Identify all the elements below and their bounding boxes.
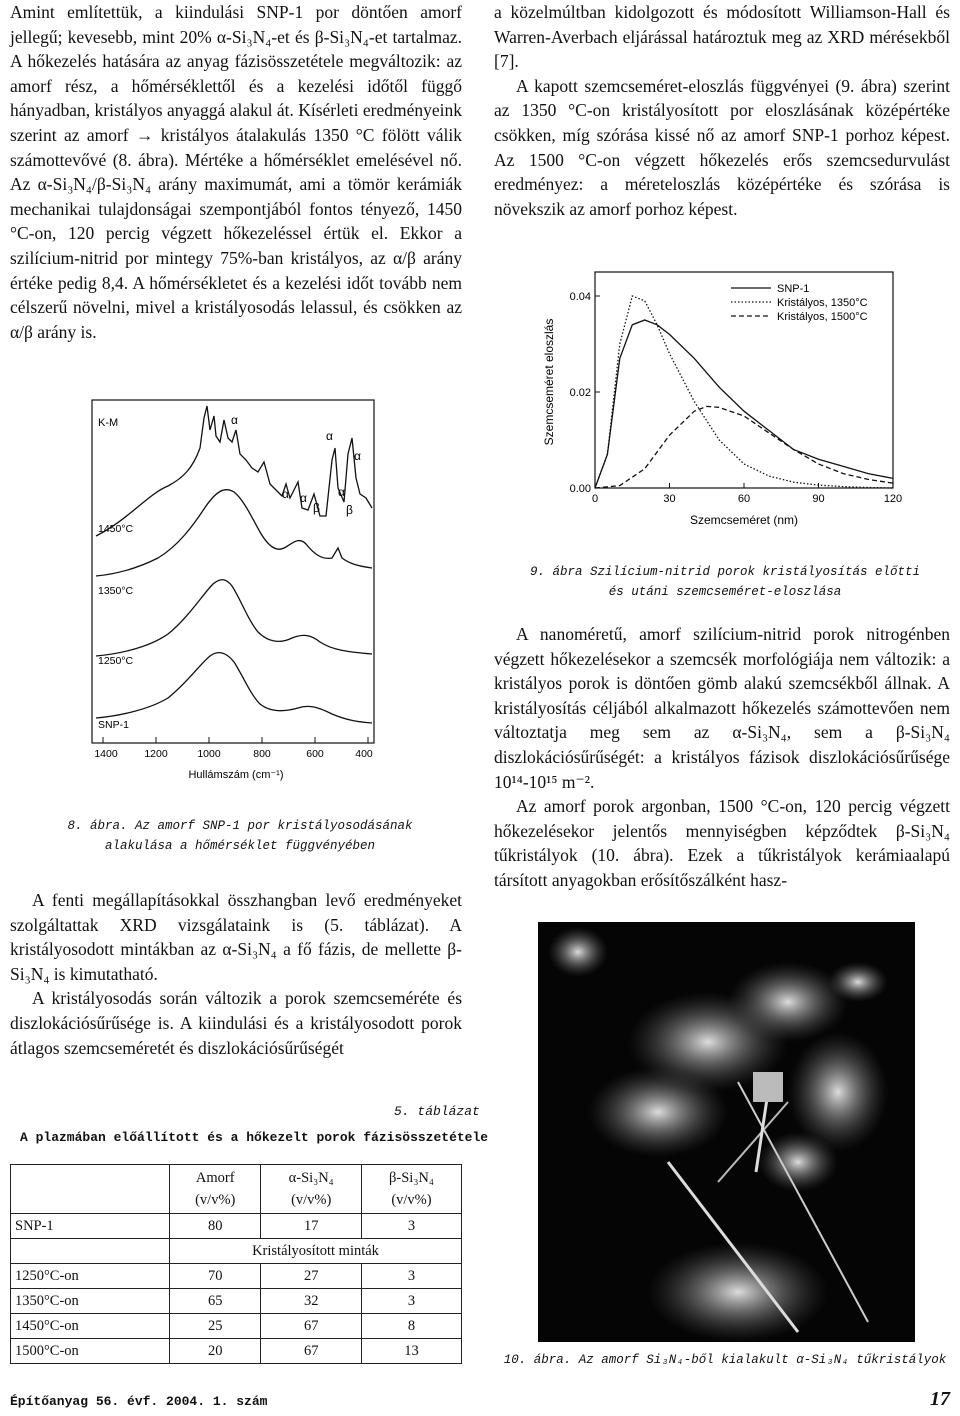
row-label: 1250°C-on — [11, 1264, 170, 1289]
table-title: A plazmában előállított és a hőkezelt porok fázisösszetétele — [20, 1130, 489, 1145]
table-cell — [11, 1239, 170, 1264]
x-tick-label: 1400 — [94, 748, 118, 760]
paragraph: a közelmúltban kidolgozott és módosított Williamson-Hall és Warren-Averbach eljárással határoztuk meg az XRD mérésekből [7]. — [494, 2, 950, 72]
figure-10-photo — [538, 922, 915, 1342]
x-axis-label: Hullámszám (cm⁻¹) — [188, 769, 284, 781]
figure-10-caption: 10. ábra. Az amorf Si₃N₄-ből kialakult α-Si₃N₄ tűkristályok — [503, 1353, 947, 1367]
peak-label: β — [313, 501, 320, 515]
peak-label: α — [326, 429, 333, 443]
table-row — [11, 1264, 462, 1289]
paragraph: A nanoméretű, amorf szilícium-nitrid porok nitrogénben végzett hőkezelésekor a szemcsék morfológiája nem változik: a kristályos porok is döntően gömb alakú szemcsékből állnak. A kristályosítás céljából alkalmazott hőkezelés számottevően nem változtatja meg sem az α-Si₃N₄, sem a β-Si₃N₄ diszlokációsűrűségét: a kristályos fázisok diszlokációsűrűsége 10¹⁴-10¹⁵ m⁻². — [494, 624, 950, 792]
table-number: 5. táblázat — [394, 1104, 480, 1119]
row-label: 1450°C-on — [11, 1314, 170, 1339]
header-line: β-Si₃N₄ — [389, 1170, 434, 1186]
figure-8-ir-spectra — [88, 398, 388, 786]
table-cell: 8 — [361, 1314, 461, 1339]
table-cell: 3 — [361, 1289, 461, 1314]
x-tick-label: 1200 — [144, 748, 168, 760]
km-label: K-M — [98, 417, 119, 429]
table-cell: 25 — [170, 1314, 261, 1339]
peak-label: α — [338, 485, 345, 499]
legend-label: SNP-1 — [777, 283, 810, 295]
table-cell: 3 — [361, 1264, 461, 1289]
table-header-cell — [361, 1165, 461, 1214]
spectrum-1250 — [96, 580, 372, 656]
page-number: 17 — [930, 1388, 950, 1410]
table-cell: 27 — [261, 1264, 361, 1289]
y-tick-label: 0.00 — [569, 483, 591, 495]
series-line — [595, 406, 893, 488]
curve-label-1250: 1250°C — [98, 655, 134, 667]
x-tick-label: 600 — [306, 748, 324, 760]
y-axis-label: Szemcseméret eloszlás — [542, 318, 556, 446]
header-line: α-Si₃N₄ — [288, 1170, 334, 1186]
x-tick-label: 90 — [812, 493, 825, 505]
x-tick-label: 800 — [253, 748, 271, 760]
spectrum-1350 — [96, 490, 372, 576]
journal-footer: Építőanyag 56. évf. 2004. 1. szám — [10, 1394, 268, 1409]
legend — [731, 283, 868, 323]
x-tick-label: 30 — [663, 493, 676, 505]
table-cell: 20 — [170, 1339, 261, 1364]
axes — [570, 291, 903, 505]
x-axis-label: Szemcseméret (nm) — [689, 513, 799, 527]
caption-line: alakulása a hőmérséklet függvényében — [104, 839, 376, 853]
x-tick-label: 60 — [737, 493, 751, 505]
figure-8-caption — [40, 816, 440, 856]
table-cell: 70 — [170, 1264, 261, 1289]
peak-label: α — [231, 413, 238, 427]
table-cell: 13 — [361, 1339, 461, 1364]
paragraph: Az amorf porok argonban, 1500 °C-on, 120 percig végzett hőkezelésekor jelentős mennyiségben képződtek β-Si₃N₄ tűkristályok (10. ábra). Ezek a tűkristályok kerámiaalapú társított anyagokban erősítőszálként hasz- — [494, 796, 950, 890]
header-line: (v/v%) — [391, 1192, 432, 1208]
table-row — [11, 1339, 462, 1364]
table-row — [11, 1289, 462, 1314]
table-cell: 67 — [261, 1314, 361, 1339]
series-line — [595, 296, 893, 488]
table-header-cell — [261, 1165, 361, 1214]
table-cell: 17 — [261, 1214, 361, 1239]
paragraph: A kapott szemcseméret-eloszlás függvényei (9. ábra) szerint az 1350 °C-on kristályosított por eloszlásának középértéke csökken, míg szórása kissé nő az amorf SNP-1 porhoz képest. Az 1500 °C-on végzett hőkezelés erős szemcsedurvulást eredményez: a méreteloszlás középértéke és szórása is növekszik az amorf porhoz képest. — [494, 75, 950, 219]
table-cell: 67 — [261, 1339, 361, 1364]
tem-image — [538, 922, 915, 1342]
table-header-row — [11, 1165, 462, 1214]
row-label: SNP-1 — [11, 1214, 170, 1239]
curve-label-snp1: SNP-1 — [98, 719, 129, 731]
header-line: (v/v%) — [195, 1192, 236, 1208]
header-line: Amorf — [195, 1170, 235, 1186]
x-tick-label: 1000 — [197, 748, 221, 760]
legend-label: Kristályos, 1500°C — [777, 311, 868, 323]
paragraph: A kristályosodás során változik a porok szemcseméréte és diszlokációsűrűsége is. A kiindulási és a kristályosodott porok átlagos szemcseméretét és diszlokációsűrűségét — [10, 988, 462, 1058]
x-ticks — [94, 737, 373, 760]
peak-label: α — [300, 491, 307, 505]
peak-label: β — [346, 503, 353, 517]
table-header-cell — [170, 1165, 261, 1214]
peak-label: α — [282, 487, 289, 501]
right-column-bottom — [494, 622, 950, 893]
y-tick-label: 0.02 — [569, 387, 591, 399]
x-tick-label: 0 — [591, 493, 599, 505]
table-cell — [11, 1165, 170, 1214]
left-column-top — [10, 0, 462, 344]
plot-frame — [92, 400, 374, 743]
right-column-top — [494, 0, 950, 221]
table-row — [11, 1314, 462, 1339]
series-group — [595, 296, 893, 488]
row-label: 1500°C-on — [11, 1339, 170, 1364]
caption-line: és utáni szemcseméret-eloszlása — [608, 585, 842, 599]
series-line — [595, 320, 893, 488]
table-cell: 3 — [361, 1214, 461, 1239]
row-label: 1350°C-on — [11, 1289, 170, 1314]
table-cell: 32 — [261, 1289, 361, 1314]
peak-label: α — [354, 449, 361, 463]
header-line: (v/v%) — [291, 1192, 332, 1208]
table-subheader: Kristályosított minták — [170, 1239, 462, 1264]
table-row — [11, 1214, 462, 1239]
y-tick-label: 0.04 — [569, 291, 591, 303]
caption-line: 9. ábra Szilícium-nitrid porok kristályosítás előtti — [529, 565, 921, 579]
figure-9-caption — [510, 562, 940, 602]
paragraph: A fenti megállapításokkal összhangban levő eredményeket szolgáltattak XRD vizsgálataink is (5. táblázat). A kristályosodott mintákban az α-Si₃N₄ a fő fázis, de mellette β-Si₃N₄ is kimutatható. — [10, 890, 462, 984]
x-tick-label: 120 — [883, 493, 903, 505]
paragraph: Amint említettük, a kiindulási SNP-1 por döntően amorf jellegű; kevesebb, mint 20% α-Si₃N₄-et és β-Si₃N₄-et tartalmaz. A hőkezelés hatására az anyag fázisösszetétele megváltozik: az amorf rész, a hőmérséklettől és a kezelési időtől függő hányadban, kristályos anyaggá alakul át. Kísérleti eredményeink szerint az amorf → kristályos átalakulás 1350 °C fölött válik számottevővé (8. ábra). Mértéke a hőmérséklet emelésével nő. Az α-Si₃N₄/β-Si₃N₄ arány maximumát, ami a tömör kerámiák mechanikai tulajdonságai szempontjából fontos tényező, 1450 °C-on, 120 percig végzett hőkezeléssel értük el. Ekkor a szilícium-nitrid por mintegy 75%-ban kristályos, az α/β arány értéke pedig 8,4. A hőmérsékletet és a kezelési időt tovább nem célszerű növelni, mivel a kristályosodás lelassul, és csökken az α/β arány is. — [10, 2, 462, 342]
legend-label: Kristályos, 1350°C — [777, 297, 868, 309]
x-tick-label: 400 — [355, 748, 373, 760]
curve-label-1350: 1350°C — [98, 585, 134, 597]
table-cell: 80 — [170, 1214, 261, 1239]
table-subheader-row — [11, 1239, 462, 1264]
spectrum-snp1 — [96, 653, 372, 723]
table-cell: 65 — [170, 1289, 261, 1314]
figure-9-chart — [535, 262, 915, 534]
curve-label-1450: 1450°C — [98, 523, 134, 535]
left-column-bottom — [10, 888, 462, 1060]
table-5 — [10, 1164, 462, 1364]
caption-line: 8. ábra. Az amorf SNP-1 por kristályosodásának — [67, 819, 413, 833]
